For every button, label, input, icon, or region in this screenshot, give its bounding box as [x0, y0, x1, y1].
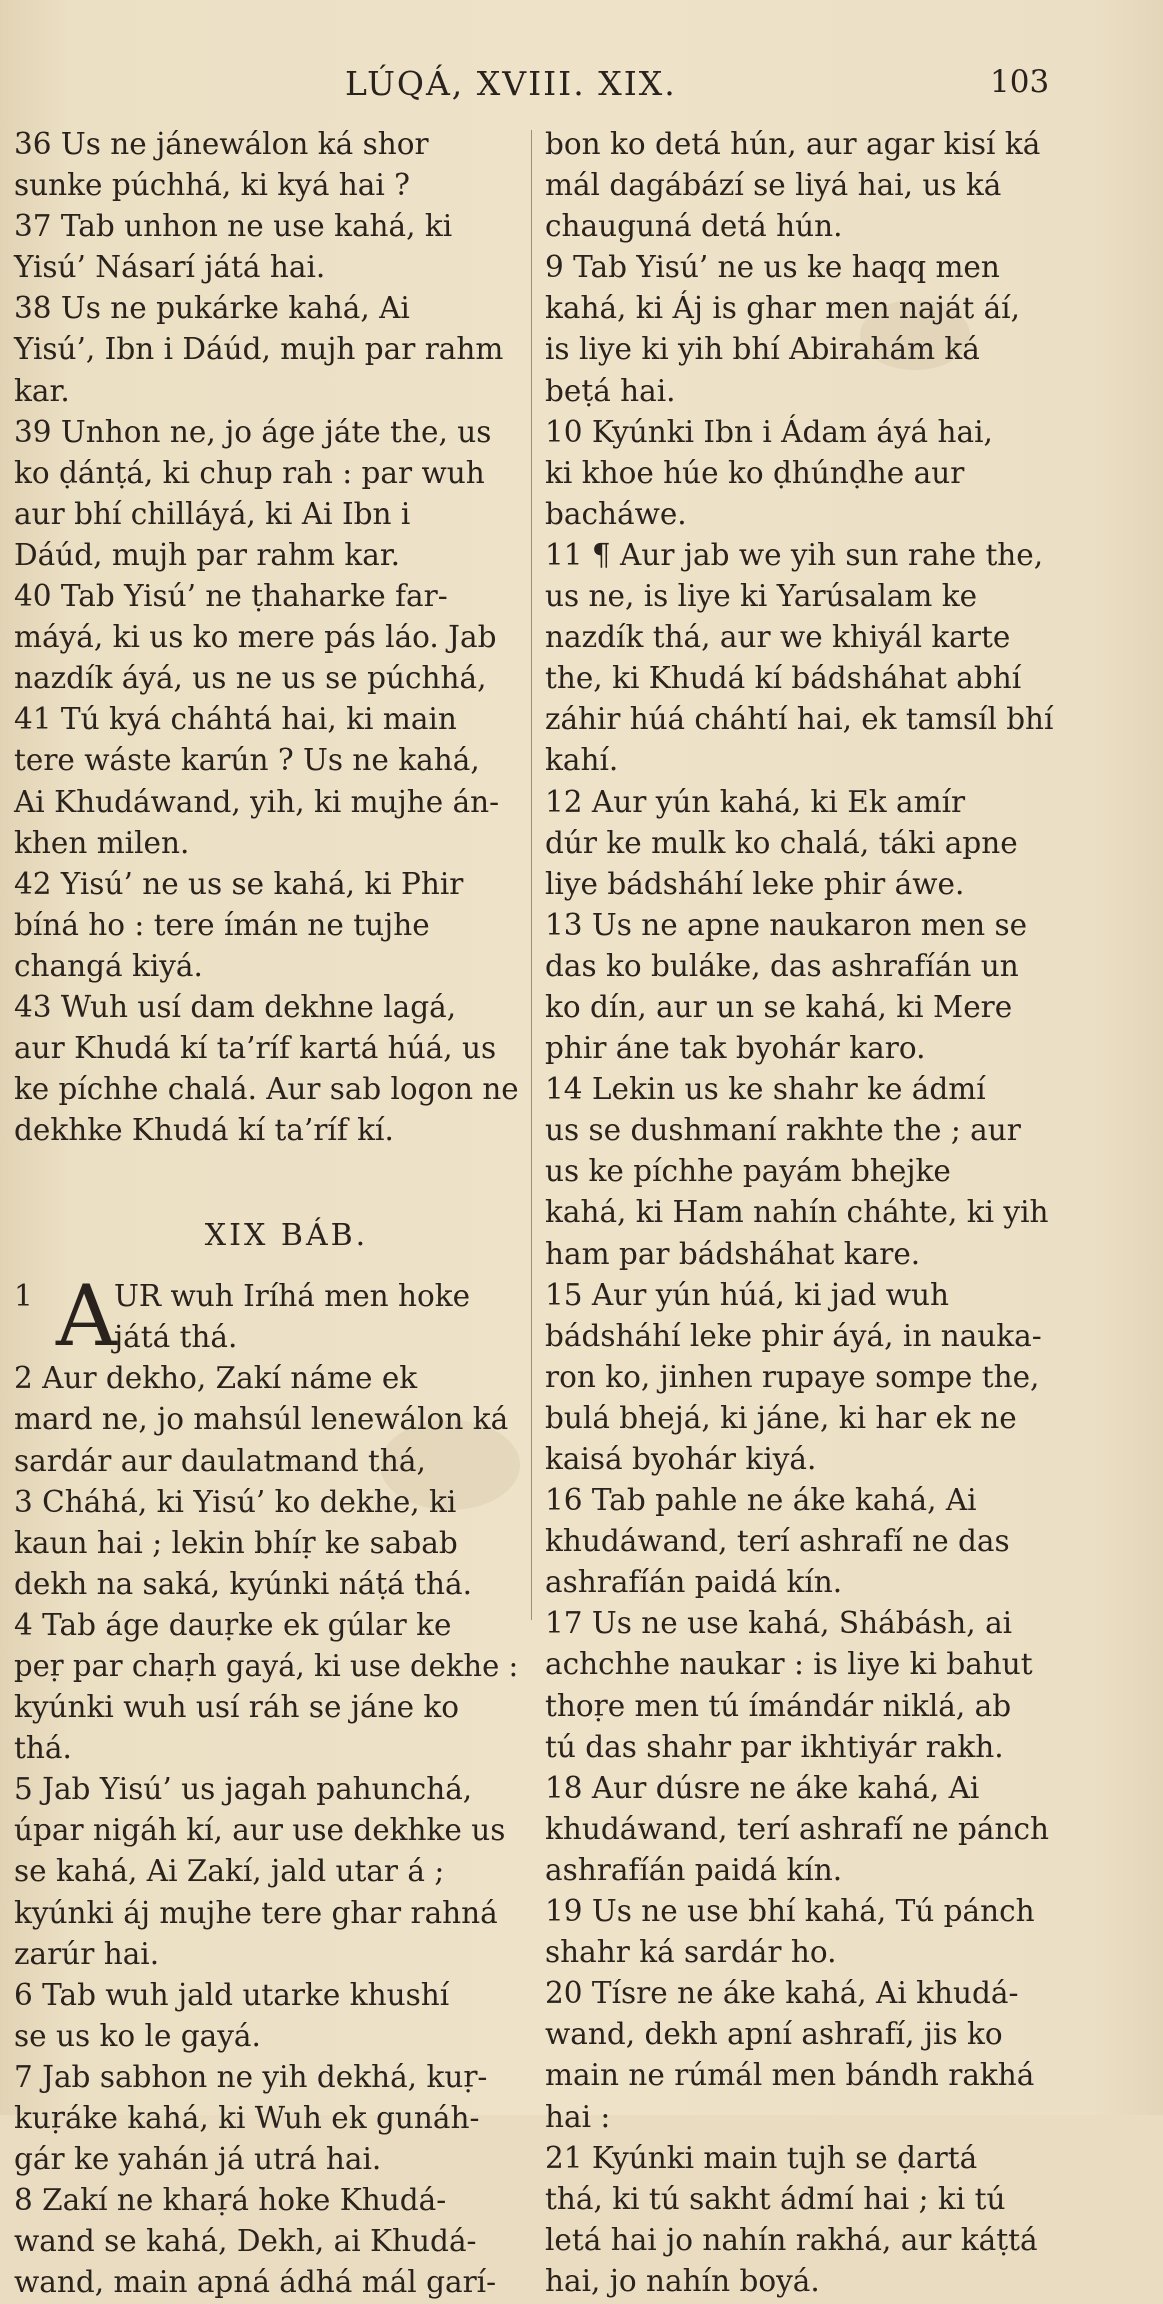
- text-line: hai :: [545, 2099, 611, 2134]
- text-line: peṛ par chaṛh gayá, ki use dekhe :: [14, 1649, 519, 1683]
- text-line: changá kiyá.: [14, 948, 203, 983]
- text-line: thoṛe men tú ímándár niklá, ab: [545, 1688, 1012, 1723]
- text-line: 11 ¶ Aur jab we yih sun rahe the,: [545, 537, 1044, 572]
- text-line: kahá, ki Ham nahín cháhte, ki yih: [545, 1195, 1049, 1230]
- text-line: us ne, is liye ki Yarúsalam ke: [545, 579, 978, 614]
- text-line: wand, dekh apní ashrafí, jis ko: [545, 2017, 1003, 2052]
- text-line: 9 Tab Yisú’ ne us ke haqq men: [545, 250, 1000, 285]
- text-line: gár ke yahán já utrá hai.: [14, 2142, 382, 2177]
- text-line: ki khoe húe ko ḍhúnḍhe aur: [545, 455, 965, 490]
- text-line: ron ko, jinhen rupaye sompe the,: [545, 1359, 1040, 1394]
- text-line: 39 Unhon ne, jo áge játe the, us: [14, 414, 492, 449]
- page-header: [0, 64, 1163, 124]
- text-line: úpar nigáh kí, aur use dekhke us: [14, 1813, 506, 1848]
- text-line: 5 Jab Yisú’ us jagah pahunchá,: [14, 1772, 473, 1807]
- text-line: wand, main apná ádhá mál garí-: [14, 2265, 497, 2300]
- text-line: kar.: [14, 373, 70, 408]
- text-line: wand se kahá, Dekh, ai Khudá-: [14, 2224, 477, 2259]
- text-line: máyá, ki us ko mere pás láo. Jab: [14, 620, 497, 655]
- text-line: ham par bádsháhat kare.: [545, 1236, 921, 1271]
- text-line: khudáwand, terí ashrafí ne pánch: [545, 1811, 1050, 1846]
- text-line: letá hai jo nahín rakhá, aur káṭtá: [545, 2222, 1038, 2257]
- text-line: 8 Zakí ne khaṛá hoke Khudá-: [14, 2183, 447, 2218]
- text-line: 40 Tab Yisú’ ne ṭhaharke far-: [14, 579, 448, 614]
- text-line: 6 Tab wuh jald utarke khushí: [14, 1977, 450, 2012]
- text-line: mál dagábází se liyá hai, us ká: [545, 168, 1002, 203]
- text-line: ashrafíán paidá kín.: [545, 1852, 843, 1887]
- text-line: sunke púchhá, ki kyá hai ?: [14, 168, 411, 203]
- text-line: nazdík áyá, us ne us se púchhá,: [14, 661, 487, 696]
- right-text: [545, 124, 1053, 2302]
- text-line: achchhe naukar : is liye ki bahut: [545, 1647, 1033, 1682]
- text-line: Yisú’ Násarí játá hai.: [14, 250, 326, 285]
- text-line: beṭá hai.: [545, 373, 676, 408]
- chapter-heading: XIX BÁB.: [204, 1218, 369, 1254]
- text-line: das ko buláke, das ashrafíán un: [545, 948, 1019, 983]
- text-line: us se dushmaní rakhte the ; aur: [545, 1113, 1021, 1148]
- verse-1-block: [14, 1267, 519, 1366]
- text-line: liye bádsháhí leke phir áwe.: [545, 866, 965, 901]
- text-line: Dáúd, mujh par rahm kar.: [14, 537, 401, 572]
- text-line: kyúnki áj mujhe tere ghar rahná: [14, 1895, 498, 1930]
- text-line: 38 Us ne pukárke kahá, Ai: [14, 291, 410, 326]
- text-line: us ke píchhe payám bhejke: [545, 1154, 951, 1189]
- text-line: kyúnki wuh usí ráh se jáne ko: [14, 1690, 460, 1725]
- left-text-top: [14, 124, 519, 1151]
- text-line: ke píchhe chalá. Aur sab logon ne: [14, 1072, 519, 1107]
- text-line: aur Khudá kí ta’ríf kartá húá, us: [14, 1031, 497, 1066]
- text-line: Ai Khudáwand, yih, ki mujhe án-: [14, 784, 500, 819]
- text-line: Yisú’, Ibn i Dáúd, mujh par rahm: [14, 332, 504, 367]
- left-column: [14, 124, 519, 2304]
- text-line: 19 Us ne use bhí kahá, Tú pánch: [545, 1894, 1035, 1929]
- text-line: 15 Aur yún húá, ki jad wuh: [545, 1277, 950, 1312]
- text-line: ashrafíán paidá kín.: [545, 1565, 843, 1600]
- text-line: 43 Wuh usí dam dekhne lagá,: [14, 989, 457, 1024]
- text-line: tú das shahr par ikhtiyár rakh.: [545, 1729, 1004, 1764]
- text-line: 7 Jab sabhon ne yih dekhá, kuṛ-: [14, 2059, 488, 2094]
- text-line: 18 Aur dúsre ne áke kahá, Ai: [545, 1770, 980, 1805]
- text-line: phir áne tak byohár karo.: [545, 1031, 926, 1066]
- text-line: nazdík thá, aur we khiyál karte: [545, 620, 1011, 655]
- text-line: is liye ki yih bhí Abirahám ká: [545, 332, 980, 367]
- text-line: dekh na saká, kyúnki náṭá thá.: [14, 1566, 472, 1601]
- page-number: 103: [990, 64, 1050, 100]
- text-line: thá, ki tú sakht ádmí hai ; ki tú: [545, 2181, 1006, 2216]
- text-line: 42 Yisú’ ne us se kahá, ki Phir: [14, 866, 464, 901]
- verse-number: 1: [14, 1279, 33, 1314]
- text-line: 13 Us ne apne naukaron men se: [545, 907, 1028, 942]
- right-column: [545, 124, 1053, 2302]
- text-line: 16 Tab pahle ne áke kahá, Ai: [545, 1483, 977, 1518]
- text-line: bádsháhí leke phir áyá, in nauka-: [545, 1318, 1042, 1353]
- verse-line: játá thá.: [114, 1320, 238, 1355]
- text-line: bíná ho : tere ímán ne tujhe: [14, 907, 430, 942]
- text-line: 17 Us ne use kahá, Shábásh, ai: [545, 1606, 1013, 1641]
- text-line: se kahá, Ai Zakí, jald utar á ;: [14, 1854, 445, 1889]
- text-line: ko dín, aur un se kahá, ki Mere: [545, 989, 1013, 1024]
- drop-cap: A: [56, 1267, 117, 1366]
- text-line: 10 Kyúnki Ibn i Ádam áyá hai,: [545, 414, 993, 449]
- text-line: mard ne, jo mahsúl lenewálon ká: [14, 1402, 509, 1437]
- text-line: shahr ká sardár ho.: [545, 1935, 837, 1970]
- text-line: hai, jo nahín boyá.: [545, 2263, 820, 2298]
- text-line: thá.: [14, 1731, 72, 1766]
- verse-line: UR wuh Iríhá men hoke: [114, 1279, 471, 1314]
- text-line: záhir húá cháhtí hai, ek tamsíl bhí: [545, 702, 1054, 737]
- text-line: sardár aur daulatmand thá,: [14, 1443, 426, 1478]
- text-line: the, ki Khudá kí bádsháhat abhí: [545, 661, 1022, 696]
- text-line: 4 Tab áge dauṛke ek gúlar ke: [14, 1607, 452, 1642]
- text-line: 20 Tísre ne áke kahá, Ai khudá-: [545, 1976, 1019, 2011]
- text-line: 2 Aur dekho, Zakí náme ek: [14, 1361, 418, 1396]
- text-line: chauguná detá hún.: [545, 209, 843, 244]
- text-line: 12 Aur yún kahá, ki Ek amír: [545, 784, 966, 819]
- text-line: kaisá byohár kiyá.: [545, 1442, 817, 1476]
- text-line: aur bhí chilláyá, ki Ai Ibn i: [14, 496, 411, 531]
- text-line: kaun hai ; lekin bhíṛ ke sabab: [14, 1525, 458, 1560]
- left-text-bottom: [14, 1358, 519, 2303]
- text-line: 3 Cháhá, ki Yisú’ ko dekhe, ki: [14, 1484, 457, 1519]
- text-line: khen milen.: [14, 825, 190, 860]
- column-divider: [531, 130, 532, 1620]
- text-line: 37 Tab unhon ne use kahá, ki: [14, 209, 453, 244]
- text-line: bulá bhejá, ki jáne, ki har ek ne: [545, 1400, 1017, 1435]
- text-line: kahá, ki Áj is ghar men naját áí,: [545, 291, 1020, 326]
- running-title: LÚQÁ, XVIII. XIX.: [345, 64, 677, 103]
- text-line: bacháwe.: [545, 496, 687, 531]
- text-line: bon ko detá hún, aur agar kisí ká: [545, 127, 1041, 161]
- text-line: 41 Tú kyá cháhtá hai, ki main: [14, 702, 457, 737]
- section-spacer: [14, 1151, 519, 1206]
- text-line: dúr ke mulk ko chalá, táki apne: [545, 825, 1018, 860]
- text-line: main ne rúmál men bándh rakhá: [545, 2058, 1035, 2093]
- text-line: kahí.: [545, 743, 619, 778]
- text-line: zarúr hai.: [14, 1936, 160, 1971]
- text-line: kuṛáke kahá, ki Wuh ek gunáh-: [14, 2101, 480, 2136]
- text-line: khudáwand, terí ashrafí ne das: [545, 1524, 1010, 1559]
- text-line: ko ḍánṭá, ki chup rah : par wuh: [14, 455, 485, 490]
- text-line: 36 Us ne jánewálon ká shor: [14, 127, 429, 161]
- text-line: se us ko le gayá.: [14, 2018, 261, 2053]
- text-line: tere wáste karún ? Us ne kahá,: [14, 743, 480, 778]
- text-line: dekhke Khudá kí ta’ríf kí.: [14, 1113, 394, 1148]
- text-line: 21 Kyúnki main tujh se ḍartá: [545, 2140, 978, 2175]
- text-line: 14 Lekin us ke shahr ke ádmí: [545, 1072, 986, 1107]
